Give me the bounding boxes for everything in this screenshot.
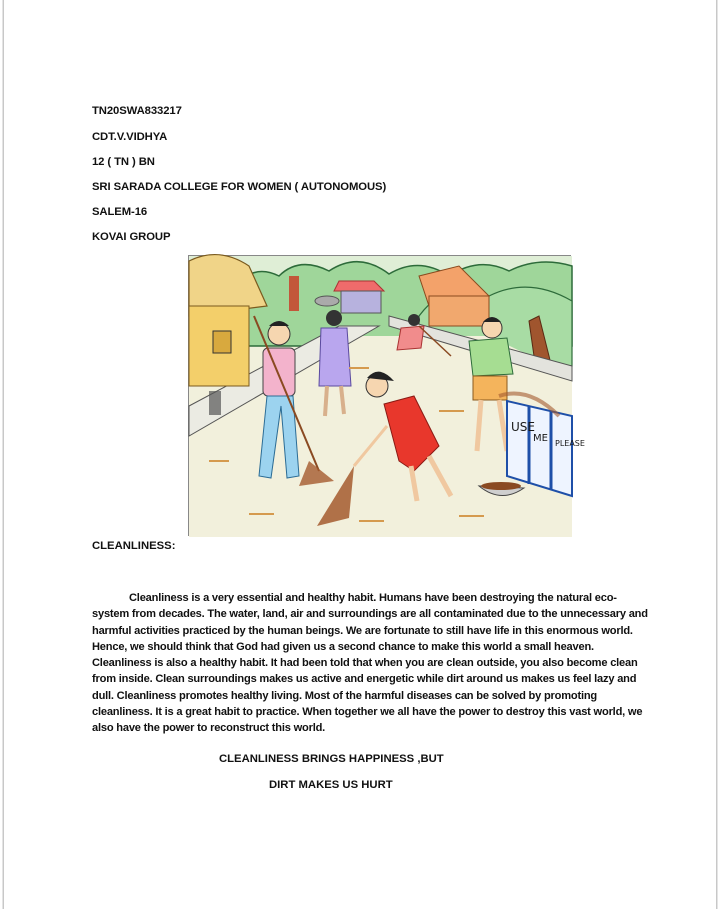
group-name: KOVAI GROUP — [92, 231, 171, 243]
college-name: SRI SARADA COLLEGE FOR WOMEN ( AUTONOMOUS) — [92, 181, 387, 193]
battalion: 12 ( TN ) BN — [92, 156, 155, 168]
slogan-line-2: DIRT MAKES US HURT — [269, 779, 393, 791]
cleanliness-drawing — [188, 255, 585, 536]
section-title: CLEANLINESS: — [92, 540, 176, 552]
bin-text-use: USE — [511, 420, 535, 434]
registration-number: TN20SWA833217 — [92, 105, 182, 117]
slogan-line-1: CLEANLINESS BRINGS HAPPINESS ,BUT — [219, 753, 444, 765]
bin-text-please: PLEASE — [555, 439, 585, 448]
city: SALEM-16 — [92, 206, 148, 218]
cadet-name: CDT.V.VIDHYA — [92, 131, 168, 143]
document-page — [3, 0, 717, 909]
essay-paragraph: Cleanliness is a very essential and healthy habit. Humans have been destroying the natural eco-system from decades. The water, land, air and surroundings are all contaminated due to the unnecessary and harmful activities practiced by the human beings. We are fortunate to still have life in this enormous world. Hence, we should think that God had given us a second chance to make this world a small heaven. Cleanliness is also a healthy habit. It had been told that when you are clean outside, you also become clean from inside. Clean surroundings makes us active and energetic while dirt around us makes us feel lazy and dull. Cleanliness promotes healthy living. Most of the harmful diseases can be solved by promoting cleanliness. It is a great habit to practice. When together we all have the power to destroy this vast world, we also have the power to reconstruct this world. — [92, 592, 648, 735]
bin-text-me: ME — [533, 433, 548, 444]
